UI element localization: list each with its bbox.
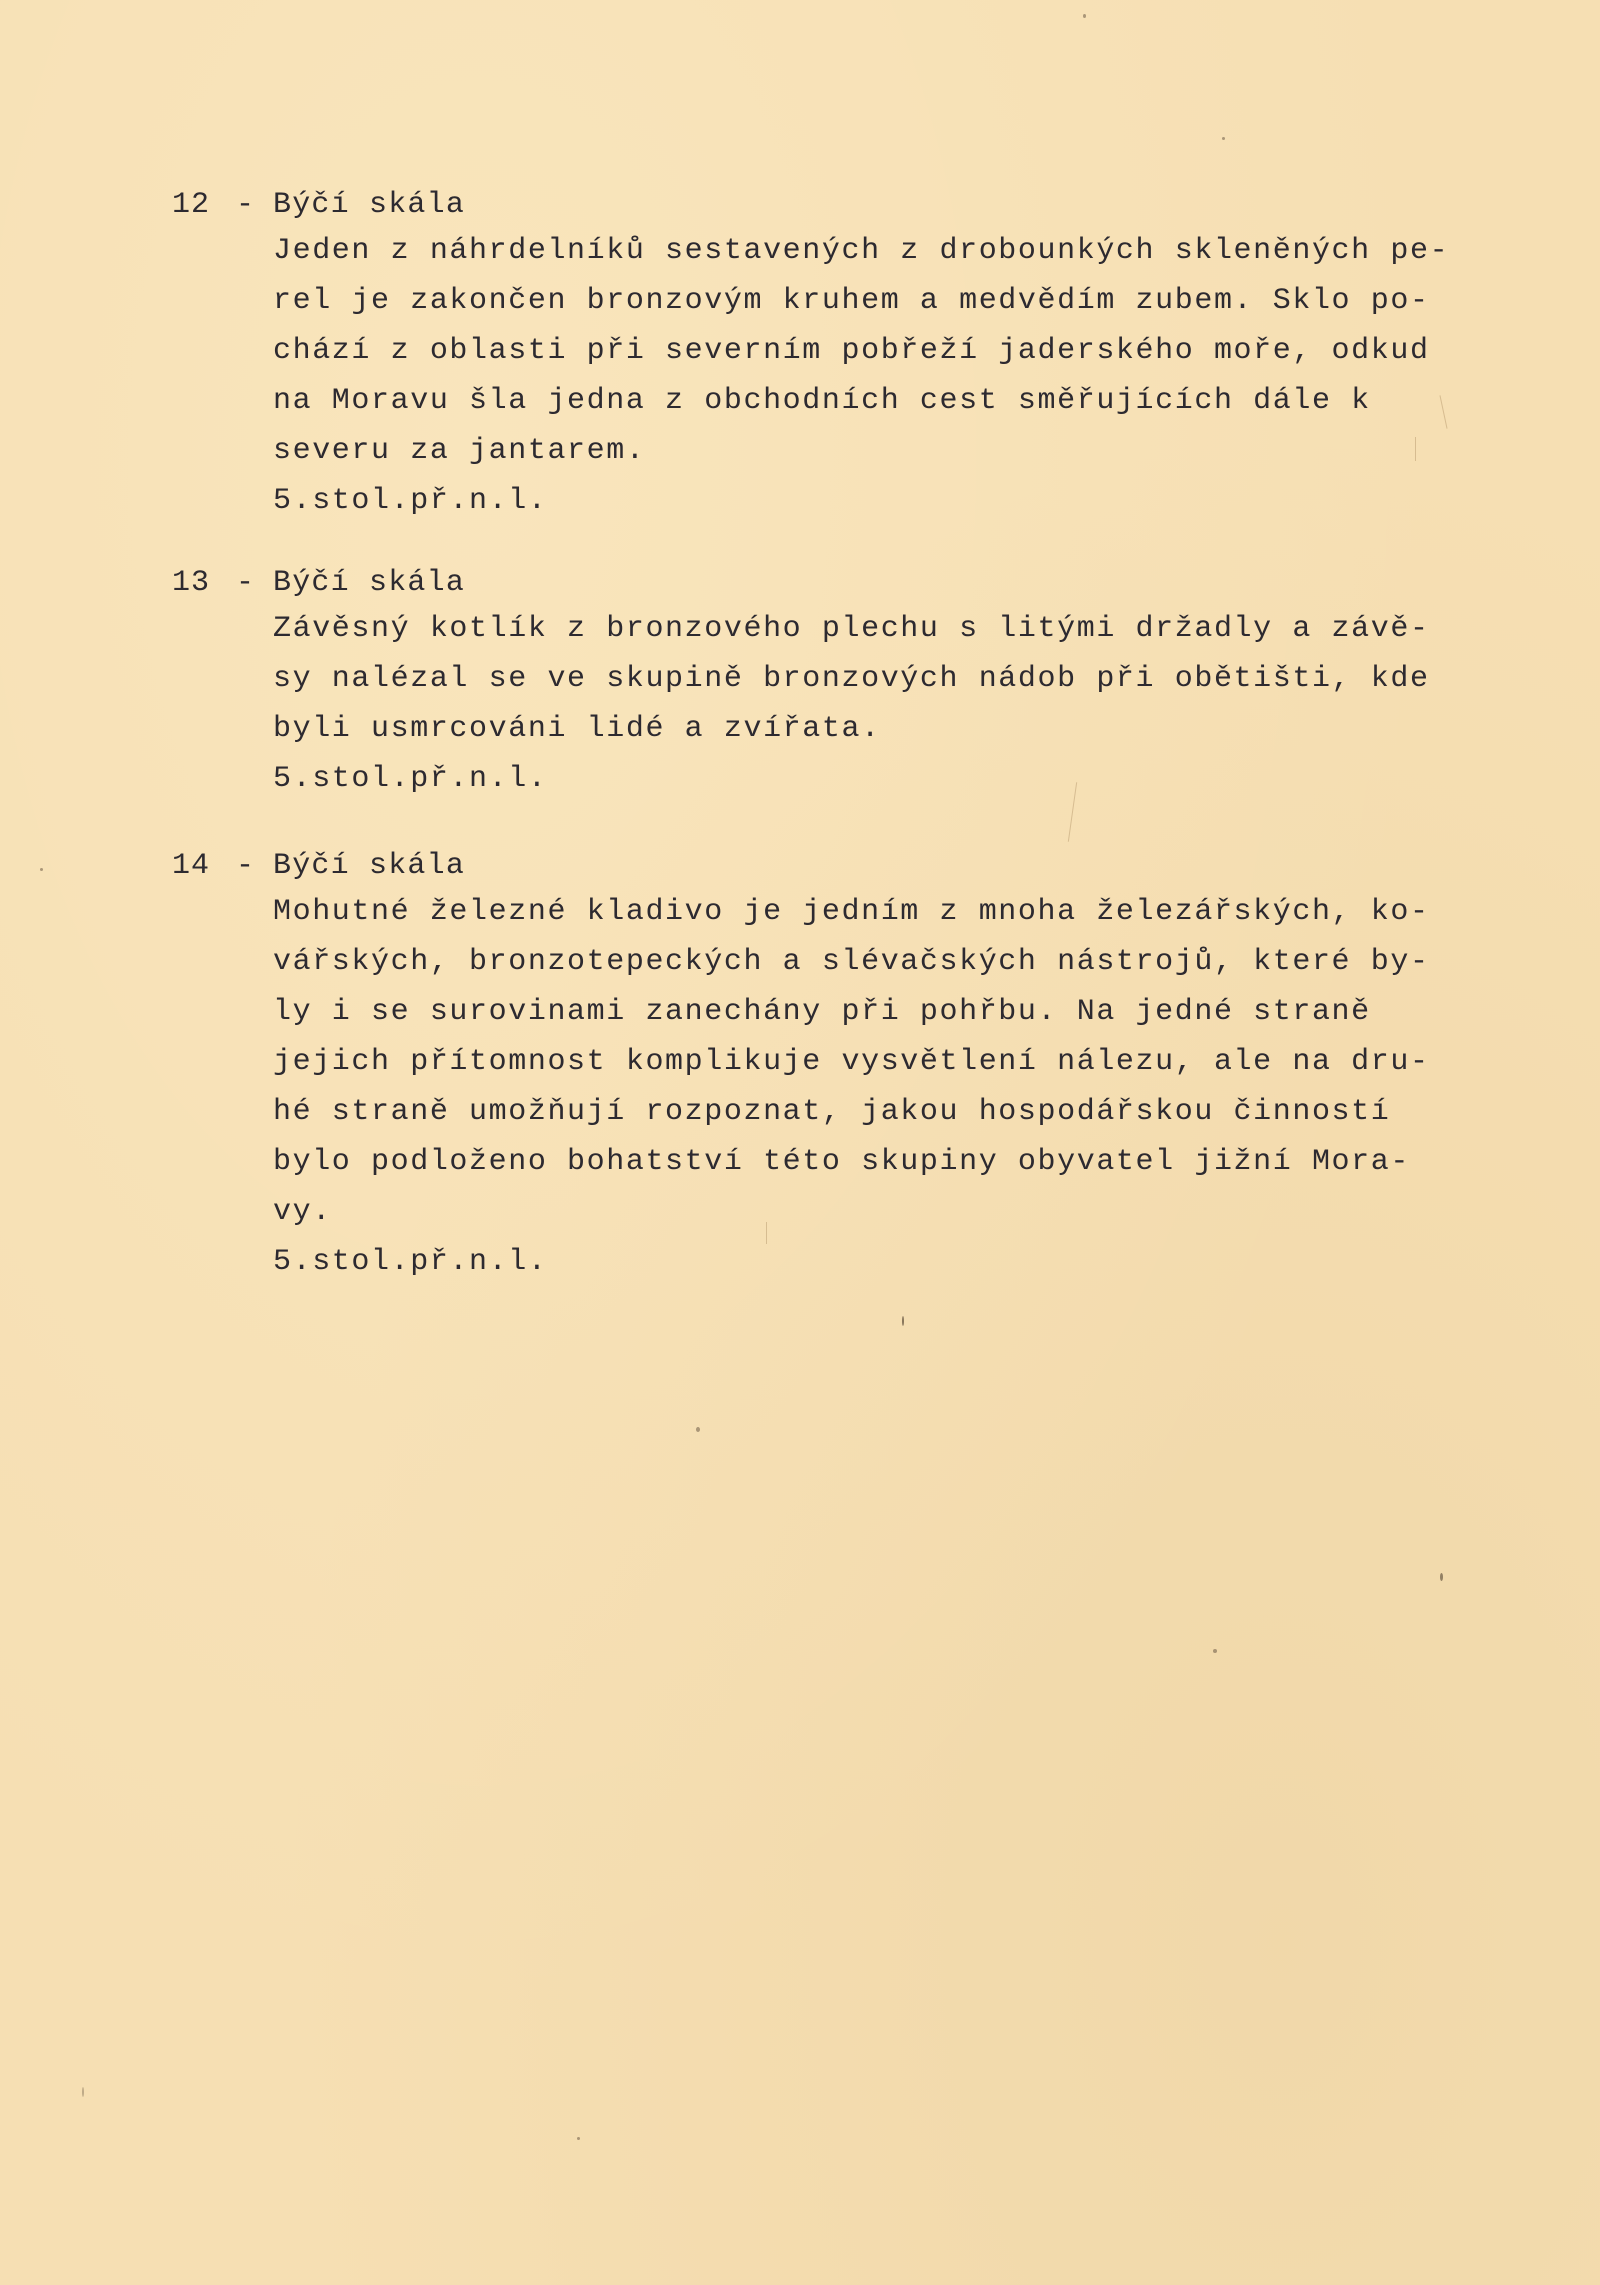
entry-site: Býčí skála (273, 849, 466, 883)
entry-text-line: sy nalézal se ve skupině bronzových nádob při obětišti, kde (273, 662, 1430, 696)
paper-speck (1222, 137, 1225, 140)
entry-dating: 5.stol.př.n.l. (273, 1245, 548, 1279)
entry-dating: 5.stol.př.n.l. (273, 484, 548, 518)
entry-text-line: vářských, bronzotepeckých a slévačských nástrojů, které by- (273, 945, 1430, 979)
entry-text-line: rel je zakončen bronzovým kruhem a medvědím zubem. Sklo po- (273, 284, 1430, 318)
paper-speck (1440, 1573, 1443, 1581)
catalog-entry (0, 560, 1600, 796)
entry-text-line: hé straně umožňují rozpoznat, jakou hospodářskou činností (273, 1095, 1391, 1129)
entry-text-line: jejich přítomnost komplikuje vysvětlení nálezu, ale na dru- (273, 1045, 1430, 1079)
paper-fibre (1415, 437, 1416, 461)
entry-text-line: Závěsný kotlík z bronzového plechu s litými držadly a závě- (273, 612, 1430, 646)
catalog-entry (0, 843, 1600, 1279)
entry-dash: - (236, 188, 255, 222)
entry-text-line: vy. (273, 1195, 332, 1229)
entry-number: 12 (172, 188, 211, 222)
entry-dash: - (236, 566, 255, 600)
entry-text-line: ly i se surovinami zanechány při pohřbu. Na jedné straně (273, 995, 1371, 1029)
paper-fibre (1439, 395, 1447, 428)
entry-heading (0, 560, 1600, 610)
entry-dash: - (236, 849, 255, 883)
entry-text-line: bylo podloženo bohatství této skupiny obyvatel jižní Mora- (273, 1145, 1410, 1179)
paper-fibre (1068, 782, 1077, 842)
entry-heading (0, 843, 1600, 893)
entry-text-line: na Moravu šla jedna z obchodních cest směřujících dále k (273, 384, 1371, 418)
entry-text-line: Jeden z náhrdelníků sestavených z drobounkých skleněných pe- (273, 234, 1450, 268)
entry-text-line: severu za jantarem. (273, 434, 646, 468)
paper-speck (902, 1316, 904, 1326)
paper-speck (1083, 14, 1086, 18)
entry-site: Býčí skála (273, 566, 466, 600)
paper-speck (82, 2087, 84, 2097)
entry-text-line: Mohutné železné kladivo je jedním z mnoha železářských, ko- (273, 895, 1430, 929)
paper-speck (577, 2137, 580, 2140)
entry-text-line: chází z oblasti při severním pobřeží jaderského moře, odkud (273, 334, 1430, 368)
entry-dating: 5.stol.př.n.l. (273, 762, 548, 796)
paper-fibre (766, 1222, 767, 1244)
entry-number: 14 (172, 849, 211, 883)
paper-speck (696, 1427, 700, 1432)
entry-heading (0, 182, 1600, 232)
entry-site: Býčí skála (273, 188, 466, 222)
entry-number: 13 (172, 566, 211, 600)
entry-text-line: byli usmrcováni lidé a zvířata. (273, 712, 881, 746)
catalog-entry (0, 182, 1600, 518)
paper-speck (1213, 1649, 1217, 1653)
